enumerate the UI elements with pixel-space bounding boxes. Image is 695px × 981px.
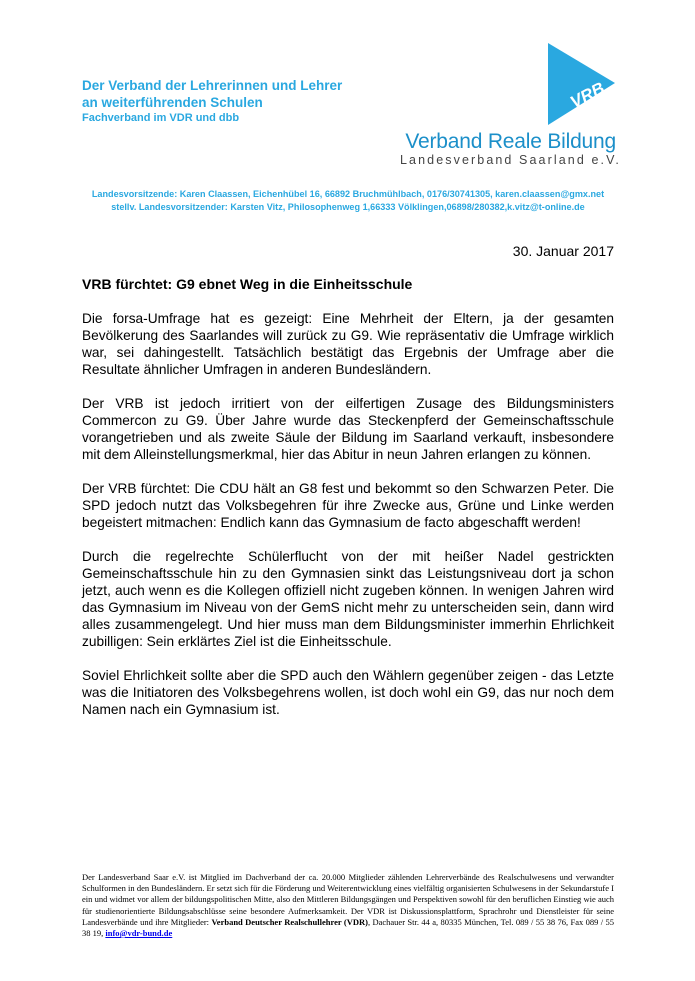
- paragraph-5: Soviel Ehrlichkeit sollte aber die SPD auch den Wählern gegenüber zeigen - das Letzte was die Initiatoren des Volksbegehrens wollen, ist doch wohl ein G9, das nur noch dem Namen nach ein Gymnasium ist.: [82, 668, 614, 717]
- letter-body: [82, 310, 614, 735]
- contact-line-chair: Landesvorsitzende: Karen Claassen, Eichenhübel 16, 66892 Bruchmühlbach, 0176/30741305, karen.claassen@gmx.net: [91, 189, 605, 199]
- brand-subtitle: Landesverband Saarland e.V.: [400, 153, 621, 167]
- header-line-2: an weiterführenden Schulen: [82, 95, 263, 110]
- footer-text: Der Landesverband Saar e.V. ist Mitglied im Dachverband der ca. 20.000 Mitglieder zählenden Lehrerverbände des Realschulwesens und verwandter Schulformen in den Bundesländern. Er setzt sich für die Förderung und Weiterentwicklung eines vielfältig organisierten Schulwesens in der Sekundarstufe I ein und widmet vor allem der bildungspolitischen Mitte, also den Mittleren Bildungsgängen und Perspektiven sowohl für den beruflichen Einstieg wie auch für studienorientierte Bildungsabschlüsse seine besondere Aufmerksamkeit. Der VDR ist Diskussionsplattform, Sprachrohr und Dienstleister für seine Landesverbände und ihre Mitglieder:: [82, 872, 614, 927]
- letter-date: 30. Januar 2017: [512, 243, 614, 259]
- paragraph-4: Durch die regelrechte Schülerflucht von der mit heißer Nadel gestrickten Gemeinschaftsschule hin zu den Gymnasien sinkt das Leistungsniveau dort ja schon jetzt, auch wenn es die Kollegen offiziell nicht zugeben können. In wenigen Jahren wird das Gymnasium im Niveau von der GemS nicht mehr zu unterscheiden sein, dann wird alles zusammengelegt. Und hier muss man dem Bildungsminister immerhin Ehrlichkeit zubilligen: Sein erklärtes Ziel ist die Einheitsschule.: [82, 549, 614, 649]
- header-line-3: Fachverband im VDR und dbb: [82, 112, 240, 124]
- paragraph-3: Der VRB fürchtet: Die CDU hält an G8 fest und bekommt so den Schwarzen Peter. Die SPD jedoch nutzt das Volksbegehren für ihre Zwecke aus, Grüne und Linke werden begeistert mitmachen: Endlich kann das Gymnasium de facto abgeschafft werden!: [82, 481, 614, 530]
- association-header: [82, 77, 382, 125]
- contact-line-deputy: stellv. Landesvorsitzender: Karsten Vitz, Philosophenweg 1,66333 Völklingen,06898/280382,k.vitz@t-online.de: [111, 201, 585, 212]
- vrb-logo-icon: [520, 43, 615, 128]
- footer-address: , Dachauer Str. 44 a, 80335 München, Tel. 089 / 55 38 76, Fax 089 / 55 38 19,: [82, 916, 615, 939]
- paragraph-2: Der VRB ist jedoch irritiert von der eilfertigen Zusage des Bildungsministers Commercon zu G9. Über Jahre wurde das Steckenpferd der Gemeinschaftsschule vorangetrieben und als zweite Säule der Bildung im Saarland verkauft, insbesondere mit dem Alleinstellungsmerkmal, hier das Abitur in neun Jahren erlangen zu können.: [82, 396, 614, 462]
- logo-mark-text: VRB: [567, 78, 608, 112]
- footer-org-name: Verband Deutscher Realschullehrer (VDR): [211, 916, 368, 927]
- footer-note: [82, 872, 614, 939]
- letter-title: VRB fürchtet: G9 ebnet Weg in die Einheitsschule: [82, 276, 413, 292]
- header-line-1: Der Verband der Lehrerinnen und Lehrer: [82, 78, 343, 93]
- paragraph-1: Die forsa-Umfrage hat es gezeigt: Eine Mehrheit der Eltern, ja der gesamten Bevölkerung des Saarlandes will zurück zu G9. Wie repräsentativ die Umfrage wirklich war, sei dahingestellt. Tatsächlich bestätigt das Ergebnis der Umfrage aber die Resultate ähnlicher Umfragen in anderen Bundesländern.: [82, 311, 614, 377]
- brand-name: Verband Reale Bildung: [405, 130, 616, 153]
- contact-info: [82, 188, 614, 213]
- footer-email-link[interactable]: info@vdr-bund.de: [105, 928, 173, 939]
